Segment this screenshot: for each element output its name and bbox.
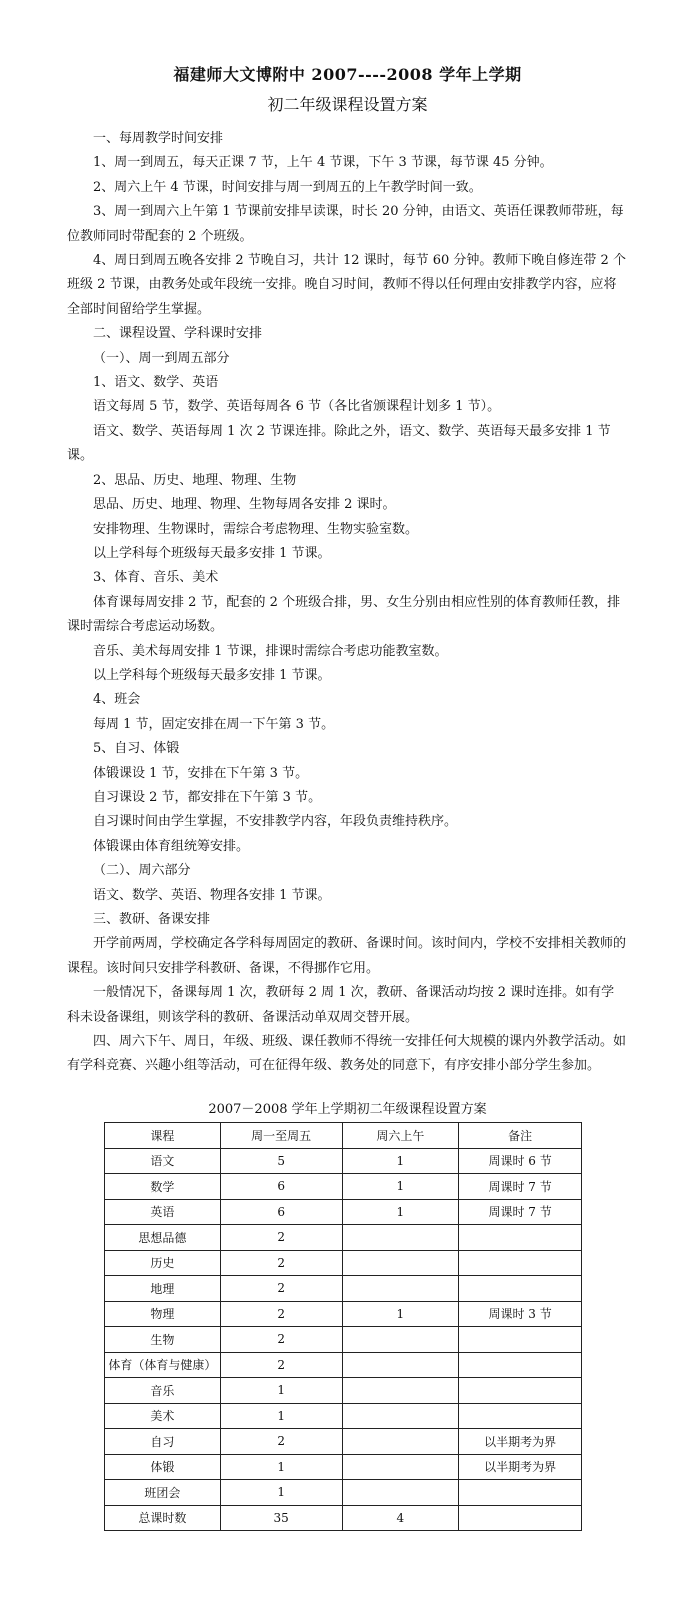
table-cell: 地理	[105, 1276, 221, 1302]
table-cell	[342, 1352, 459, 1378]
paragraph: 安排物理、生物课时，需综合考虑物理、生物实验室数。	[93, 521, 419, 537]
table-cell: 1	[220, 1480, 342, 1506]
table-cell: 1	[342, 1174, 459, 1200]
table-cell: 6	[220, 1199, 342, 1225]
table-cell: 6	[220, 1174, 342, 1200]
table-cell: 体育（体育与健康）	[105, 1352, 221, 1378]
table-row	[105, 1250, 582, 1276]
table-cell: 以半期考为界	[459, 1454, 582, 1480]
paragraph: 体锻课设 1 节，安排在下午第 3 节。	[93, 765, 309, 781]
paragraph: 5、自习、体锻	[93, 741, 180, 757]
table-row	[105, 1352, 582, 1378]
table-cell	[459, 1276, 582, 1302]
paragraph: 以上学科每个班级每天最多安排 1 节课。	[93, 667, 331, 683]
table-header-row	[105, 1123, 582, 1149]
table-row	[105, 1403, 582, 1429]
table-cell: 体锻	[105, 1454, 221, 1480]
table-cell: 1	[342, 1301, 459, 1327]
paragraph: （一）、周一到周五部分	[93, 350, 230, 366]
table-row	[105, 1225, 582, 1251]
document-body	[67, 127, 627, 1079]
table-cell: 1	[220, 1454, 342, 1480]
table-cell: 1	[342, 1148, 459, 1174]
table-row	[105, 1301, 582, 1327]
table-header-cell: 备注	[459, 1123, 582, 1149]
paragraph: 三、教研、备课安排	[93, 912, 211, 927]
table-header-cell: 课程	[105, 1123, 221, 1149]
table-row	[105, 1199, 582, 1225]
table-cell	[459, 1378, 582, 1404]
table-cell	[342, 1327, 459, 1353]
table-cell: 2	[220, 1301, 342, 1327]
paragraph: 自习课时间由学生掌握，不安排教学内容，年段负责维持秩序。	[93, 814, 458, 830]
table-cell	[459, 1403, 582, 1429]
table-header-cell: 周六上午	[342, 1123, 459, 1149]
table-cell: 周课时 7 节	[459, 1174, 582, 1200]
paragraph: 开学前两周，学校确定各学科每周固定的教研、备课时间。该时间内，学校不安排相关教师的课程。该时间只安排学科教研、备课，不得挪作它用。	[67, 936, 627, 976]
table-cell	[342, 1403, 459, 1429]
table-cell: 35	[220, 1505, 342, 1531]
paragraph: 语文、数学、英语、物理各安排 1 节课。	[93, 887, 331, 903]
table-cell: 5	[220, 1148, 342, 1174]
table-cell: 物理	[105, 1301, 221, 1327]
paragraph: 语文、数学、英语每周 1 次 2 节课连排。除此之外，语文、数学、英语每天最多安排 1 节课。	[67, 423, 611, 464]
table-cell	[342, 1225, 459, 1251]
paragraph: 语文每周 5 节，数学、英语每周各 6 节（各比省颁课程计划多 1 节）。	[93, 399, 501, 415]
paragraph: 体锻课由体育组统筹安排。	[93, 838, 250, 854]
table-cell: 数学	[105, 1174, 221, 1200]
table-cell: 2	[220, 1225, 342, 1251]
paragraph: 1、周一到周五，每天正课 7 节，上午 4 节课，下午 3 节课，每节课 45 分钟。	[93, 155, 553, 171]
table-row	[105, 1174, 582, 1200]
table-cell: 美术	[105, 1403, 221, 1429]
table-cell	[459, 1327, 582, 1353]
paragraph: 2、周六上午 4 节课，时间安排与周一到周五的上午教学时间一致。	[93, 179, 482, 195]
paragraph: 一、每周教学时间安排	[93, 131, 224, 146]
schedule-table	[104, 1122, 582, 1531]
table-cell: 总课时数	[105, 1505, 221, 1531]
table-cell	[459, 1352, 582, 1378]
table-cell: 周课时 6 节	[459, 1148, 582, 1174]
table-row	[105, 1429, 582, 1455]
paragraph: 音乐、美术每周安排 1 节课，排课时需综合考虑功能教室数。	[93, 643, 448, 659]
table-cell	[342, 1454, 459, 1480]
paragraph: 4、班会	[93, 692, 141, 708]
table-cell: 2	[220, 1276, 342, 1302]
table-cell: 4	[342, 1505, 459, 1531]
table-cell: 历史	[105, 1250, 221, 1276]
table-row	[105, 1276, 582, 1302]
paragraph: 四、周六下午、周日，年级、班级、课任教师不得统一安排任何大规模的课内外教学活动。如有学科竞赛、兴趣小组等活动，可在征得年级、教务处的同意下，有序安排小部分学生参加。	[67, 1034, 627, 1074]
paragraph: 一般情况下，备课每周 1 次，教研每 2 周 1 次，教研、备课活动均按 2 课时连排。如有学科未设备课组，则该学科的教研、备课活动单双周交替开展。	[67, 985, 615, 1025]
paragraph: 2、思品、历史、地理、物理、生物	[93, 472, 297, 488]
table-cell: 2	[220, 1327, 342, 1353]
table-cell: 音乐	[105, 1378, 221, 1404]
table-row	[105, 1505, 582, 1531]
paragraph: 体育课每周安排 2 节，配套的 2 个班级合排，男、女生分别由相应性别的体育教师任教，排课时需综合考虑运动场数。	[67, 594, 621, 635]
table-cell: 1	[220, 1403, 342, 1429]
paragraph: 每周 1 节，固定安排在周一下午第 3 节。	[93, 716, 335, 732]
table-cell	[342, 1480, 459, 1506]
table-cell: 以半期考为界	[459, 1429, 582, 1455]
paragraph: 思品、历史、地理、物理、生物每周各安排 2 课时。	[93, 497, 396, 513]
table-row	[105, 1327, 582, 1353]
table-cell: 自习	[105, 1429, 221, 1455]
paragraph: 自习课设 2 节，都安排在下午第 3 节。	[93, 789, 322, 805]
table-caption: 2007－2008 学年上学期初二年级课程设置方案	[208, 1102, 487, 1117]
paragraph: 3、周一到周六上午第 1 节课前安排早读课，时长 20 分钟，由语文、英语任课教师带班，每位教师同时带配套的 2 个班级。	[67, 204, 624, 244]
table-cell	[342, 1276, 459, 1302]
table-cell: 思想品德	[105, 1225, 221, 1251]
table-cell	[459, 1225, 582, 1251]
table-cell: 2	[220, 1250, 342, 1276]
table-cell: 2	[220, 1429, 342, 1455]
paragraph: 二、课程设置、学科课时安排	[93, 326, 263, 342]
table-row	[105, 1378, 582, 1404]
document-title: 福建师大文博附中 2007----2008 学年上学期	[173, 65, 522, 84]
table-cell	[459, 1480, 582, 1506]
paragraph: 1、语文、数学、英语	[93, 375, 219, 391]
paragraph: 3、体育、音乐、美术	[93, 570, 219, 586]
paragraph: 以上学科每个班级每天最多安排 1 节课。	[93, 545, 331, 561]
table-cell: 生物	[105, 1327, 221, 1353]
document-subtitle: 初二年级课程设置方案	[267, 95, 428, 114]
table-cell: 2	[220, 1352, 342, 1378]
table-cell	[342, 1378, 459, 1404]
table-cell	[459, 1505, 582, 1531]
table-cell: 1	[342, 1199, 459, 1225]
table-cell: 语文	[105, 1148, 221, 1174]
table-cell	[342, 1250, 459, 1276]
table-cell: 1	[220, 1378, 342, 1404]
table-cell	[342, 1429, 459, 1455]
table-row	[105, 1454, 582, 1480]
table-row	[105, 1480, 582, 1506]
table-cell: 周课时 7 节	[459, 1199, 582, 1225]
table-cell: 英语	[105, 1199, 221, 1225]
table-cell: 周课时 3 节	[459, 1301, 582, 1327]
table-header-cell: 周一至周五	[220, 1123, 342, 1149]
table-cell: 班团会	[105, 1480, 221, 1506]
paragraph: 4、周日到周五晚各安排 2 节晚自习，共计 12 课时，每节 60 分钟。教师下晚自修连带 2 个班级 2 节课，由教务处或年段统一安排。晚自习时间，教师不得以任何理由安排教学内容，应将全部时间留给学生掌握。	[67, 253, 626, 317]
table-row	[105, 1148, 582, 1174]
paragraph: （二）、周六部分	[93, 863, 191, 879]
table-cell	[459, 1250, 582, 1276]
